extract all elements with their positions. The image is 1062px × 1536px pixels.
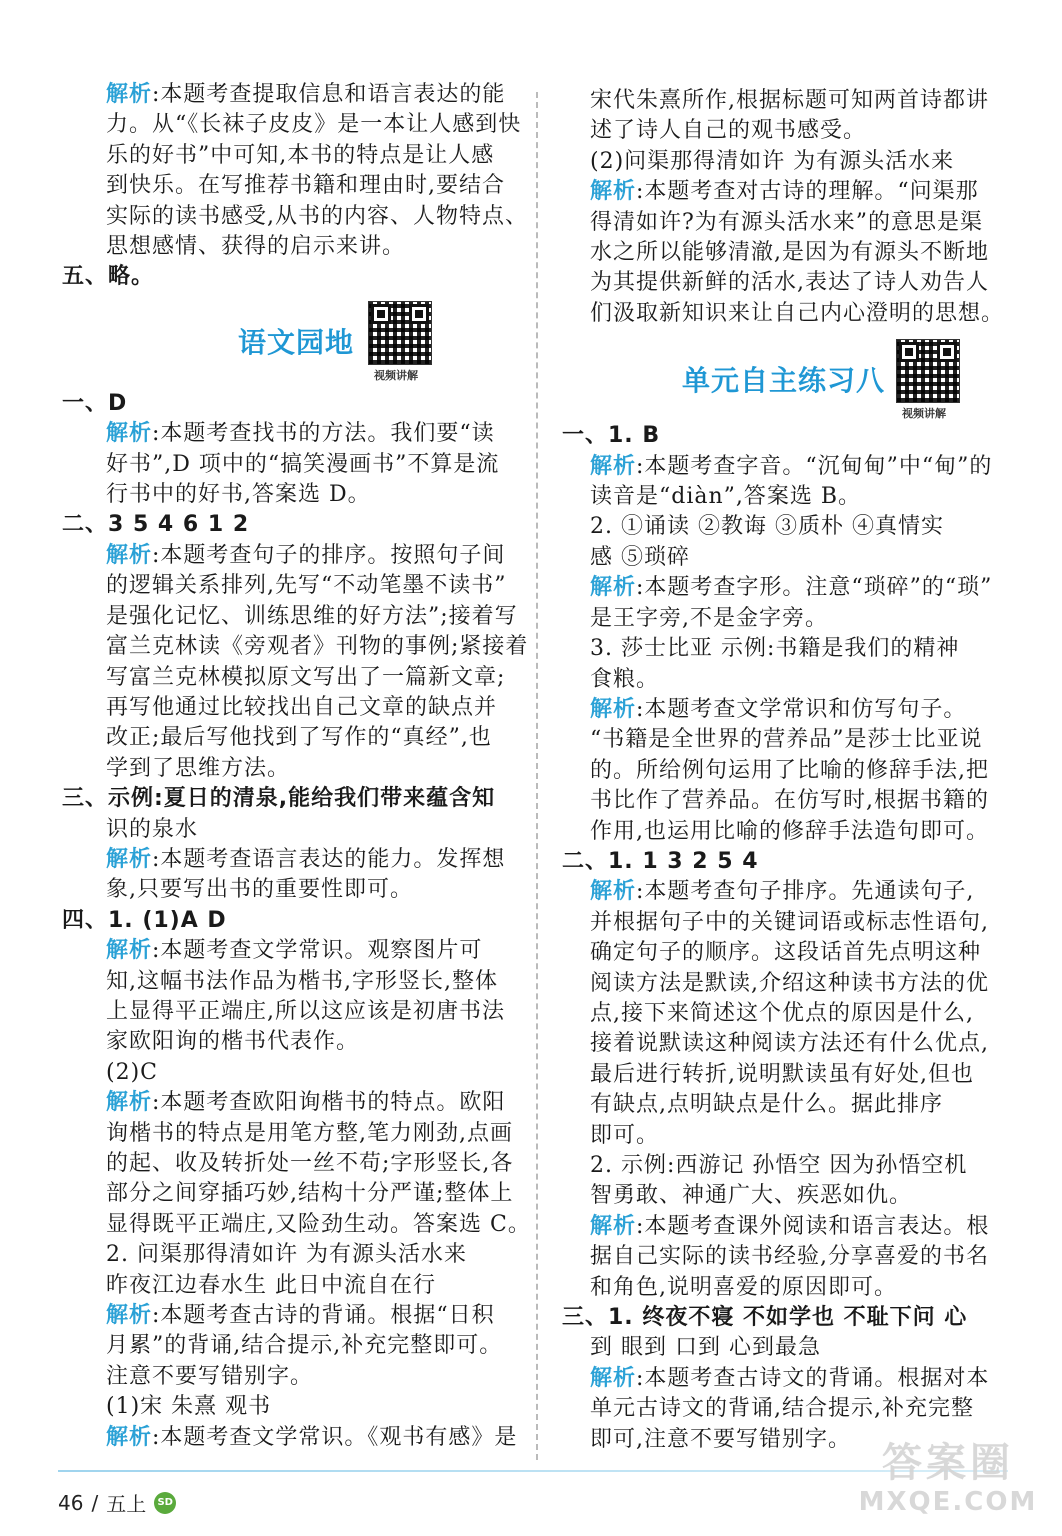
page-number: 46 bbox=[58, 1490, 84, 1515]
separator: / bbox=[91, 1490, 99, 1515]
text-line bbox=[562, 116, 1002, 146]
line-text: 行书中的好书,答案选 D。 bbox=[106, 482, 371, 508]
text-line bbox=[62, 1271, 517, 1301]
text-line bbox=[562, 452, 1002, 482]
line-text: :本题考查文学常识。观察图片可 bbox=[152, 938, 483, 964]
text-line bbox=[62, 571, 517, 601]
text-line bbox=[562, 482, 1002, 512]
text-line bbox=[562, 665, 1002, 695]
text-line bbox=[62, 1027, 517, 1057]
qr-code-icon[interactable] bbox=[896, 339, 960, 403]
line-text: :本题考查文学常识。《观书有感》是 bbox=[152, 1424, 518, 1450]
analysis-label: 解析 bbox=[106, 421, 153, 447]
text-line bbox=[562, 1242, 1002, 1272]
text-line bbox=[62, 632, 529, 662]
text-line bbox=[562, 1090, 1002, 1120]
text-line bbox=[62, 202, 528, 232]
text-line bbox=[562, 299, 1005, 329]
line-text: 即可,注意不要写错别字。 bbox=[590, 1426, 851, 1452]
text-line bbox=[562, 1364, 1002, 1394]
analysis-label: 解析 bbox=[106, 82, 153, 107]
section-title: 语文园地 bbox=[238, 325, 355, 359]
line-text: 为其提供新鲜的活水,表达了诗人劝告人 bbox=[590, 270, 989, 296]
line-text: 写富兰克林模拟原文写出了一篇新文章; bbox=[106, 664, 506, 690]
text-line bbox=[562, 604, 1002, 634]
line-text: :本题考查语言表达的能力。发挥想 bbox=[152, 846, 506, 872]
publisher-badge-icon: SD bbox=[154, 1492, 176, 1514]
text-line bbox=[562, 573, 1002, 603]
section-header-unit8 bbox=[562, 329, 1002, 421]
line-text: 的逻辑关系排列,先写“不动笔墨不读书” bbox=[106, 573, 507, 599]
right-main-block bbox=[562, 421, 1002, 1455]
line-text: 显得既平正端庄,又险劲生动。答案选 C。 bbox=[106, 1211, 531, 1237]
qr-label: 视频讲解 bbox=[902, 407, 946, 421]
line-text: 食粮。 bbox=[590, 666, 660, 692]
line-text: 点,接下来简述这个优点的原因是什么, bbox=[590, 1000, 974, 1026]
line-text: 阅读方法是默读,介绍这种读书方法的优 bbox=[590, 970, 989, 996]
line-text: 一、D bbox=[62, 390, 128, 416]
line-text: :本题考查对古诗的理解。“问渠那 bbox=[636, 179, 979, 205]
text-line bbox=[62, 1149, 517, 1179]
line-text: 2. 示例:西游记 孙悟空 因为孙悟空机 bbox=[590, 1153, 968, 1178]
line-text: :本题考查找书的方法。我们要“读 bbox=[152, 421, 495, 447]
text-line bbox=[62, 663, 517, 693]
text-line bbox=[62, 450, 517, 480]
text-line bbox=[562, 208, 1002, 238]
text-line bbox=[62, 110, 522, 140]
text-line bbox=[62, 1362, 517, 1392]
text-line bbox=[62, 1301, 517, 1331]
text-line bbox=[562, 177, 1002, 207]
text-line bbox=[62, 1119, 517, 1149]
line-text: 到 眼到 口到 心到最急 bbox=[590, 1335, 821, 1361]
analysis-label: 解析 bbox=[590, 453, 637, 479]
line-text: (1)宋 朱熹 观书 bbox=[106, 1394, 272, 1420]
text-line bbox=[562, 1273, 1002, 1303]
line-text: (2)问渠那得清如许 为有源头活水来 bbox=[590, 148, 955, 174]
text-line bbox=[62, 389, 517, 419]
text-line bbox=[562, 786, 1002, 816]
text-line bbox=[562, 1029, 1002, 1059]
line-text: 询楷书的特点是用笔方整,笔力刚劲,点画 bbox=[106, 1120, 513, 1146]
right-column bbox=[562, 86, 1005, 1455]
text-line bbox=[62, 845, 517, 875]
analysis-label: 解析 bbox=[106, 1424, 153, 1450]
qr-label: 视频讲解 bbox=[374, 368, 418, 382]
line-text: 上显得平正端庄,所以这应该是初唐书法 bbox=[106, 998, 505, 1024]
line-text: 富兰克林读《旁观者》刊物的事例;紧接着 bbox=[106, 634, 529, 660]
right-top-block bbox=[562, 86, 1005, 329]
line-text: 得清如许?为有源头活水来”的意思是渠 bbox=[590, 209, 984, 235]
text-line bbox=[62, 1240, 517, 1270]
line-text: 好书”,D 项中的“搞笑漫画书”不算是流 bbox=[106, 451, 500, 477]
text-line bbox=[62, 997, 517, 1027]
line-text: “书籍是全世界的营养品”是莎士比亚说 bbox=[590, 727, 983, 753]
text-line bbox=[62, 754, 517, 784]
line-text: 水之所以能够清澈,是因为有源头不断地 bbox=[590, 240, 989, 266]
text-line bbox=[62, 875, 517, 905]
analysis-label: 解析 bbox=[590, 1365, 637, 1391]
line-text: 读音是“diàn”,答案选 B。 bbox=[590, 484, 862, 510]
line-text: 的起、收及转折处一丝不苟;字形竖长,各 bbox=[106, 1151, 514, 1176]
grade-label: 五上 bbox=[106, 1492, 147, 1516]
text-line bbox=[562, 634, 1002, 664]
line-text: 3. 莎士比亚 示例:书籍是我们的精神 bbox=[590, 636, 960, 662]
text-line bbox=[62, 723, 517, 753]
watermark-logo bbox=[858, 1440, 1038, 1536]
text-line bbox=[562, 938, 1002, 968]
analysis-label: 解析 bbox=[106, 542, 153, 568]
text-line bbox=[62, 1179, 517, 1209]
line-text: 识的泉水 bbox=[106, 816, 199, 842]
line-text: 智勇敢、神通广大、疾恶如仇。 bbox=[590, 1183, 913, 1209]
line-text: 家欧阳询的楷书代表作。 bbox=[106, 1029, 360, 1055]
text-line bbox=[562, 421, 1002, 451]
line-text: 接着说默读这种阅读方法还有什么优点, bbox=[590, 1031, 989, 1057]
line-text: 乐的好书”中可知,本书的特点是让人感 bbox=[106, 142, 495, 168]
text-line bbox=[62, 1392, 517, 1422]
item-five: 五、略。 bbox=[62, 264, 155, 290]
left-column bbox=[62, 80, 531, 1453]
text-line bbox=[562, 817, 1002, 847]
line-text: 象,只要写出书的重要性即可。 bbox=[106, 877, 413, 903]
text-line bbox=[562, 877, 1002, 907]
line-text: :本题考查句子排序。先通读句子, bbox=[636, 879, 975, 905]
line-text: 思想感情、获得的启示来讲。 bbox=[106, 234, 406, 260]
line-text: 们汲取新知识来让自己内心澄明的思想。 bbox=[590, 300, 1005, 326]
line-text: :本题考查古诗文的背诵。根据对本 bbox=[636, 1365, 990, 1391]
text-line bbox=[62, 541, 517, 571]
text-line bbox=[62, 419, 517, 449]
text-line bbox=[62, 1423, 517, 1453]
analysis-label: 解析 bbox=[590, 879, 637, 905]
line-text: 作用,也运用比喻的修辞手法造句即可。 bbox=[590, 818, 989, 844]
text-line bbox=[62, 967, 517, 997]
text-line bbox=[562, 999, 1002, 1029]
line-text: 并根据句子中的关键词语或标志性语句, bbox=[590, 909, 989, 935]
line-text: 确定句子的顺序。这段话首先点明这种 bbox=[590, 940, 982, 966]
text-line bbox=[62, 693, 517, 723]
text-line bbox=[62, 906, 517, 936]
line-text: 是强化记忆、训练思维的好方法”;接着写 bbox=[106, 603, 518, 629]
analysis-label: 解析 bbox=[590, 575, 637, 601]
line-text: 实际的读书感受,从书的内容、人物特点、 bbox=[106, 203, 528, 229]
line-text: 2. ①诵读 ②教诲 ③质朴 ④真情实 bbox=[590, 514, 944, 540]
section-title: 单元自主练习八 bbox=[682, 364, 886, 398]
text-line bbox=[62, 80, 517, 110]
text-line bbox=[562, 695, 1002, 725]
line-text: 即可。 bbox=[590, 1122, 660, 1148]
line-text: 二、1. 1 3 2 5 4 bbox=[562, 848, 759, 874]
column-divider bbox=[536, 92, 538, 1460]
text-line bbox=[562, 147, 1002, 177]
line-text: 知,这幅书法作品为楷书,字形竖长,整体 bbox=[106, 968, 498, 994]
line-text: 最后进行转折,说明默读虽有好处,但也 bbox=[590, 1061, 974, 1087]
line-text: 四、1. (1)A D bbox=[62, 907, 227, 933]
text-line bbox=[62, 1210, 531, 1240]
line-text: 二、3 5 4 6 1 2 bbox=[62, 512, 250, 538]
line-text: 部分之间穿插巧妙,结构十分严谨;整体上 bbox=[106, 1181, 514, 1207]
text-line bbox=[62, 480, 517, 510]
analysis-label: 解析 bbox=[590, 1213, 637, 1239]
text-line bbox=[562, 1151, 1002, 1181]
line-text: 改正;最后写他找到了写作的“真经”,也 bbox=[106, 725, 492, 751]
line-text: 是王字旁,不是金字旁。 bbox=[590, 605, 828, 631]
line-text: :本题考查课外阅读和语言表达。根 bbox=[636, 1213, 990, 1239]
text-line bbox=[62, 1331, 517, 1361]
line-text: 的。所给例句运用了比喻的修辞手法,把 bbox=[590, 757, 989, 783]
line-text: 注意不要写错别字。 bbox=[106, 1363, 314, 1389]
line-text: 宋代朱熹所作,根据标题可知两首诗都讲 bbox=[590, 88, 989, 113]
line-text: 到快乐。在写推荐书籍和理由时,要结合 bbox=[106, 173, 505, 199]
text-line bbox=[562, 512, 1002, 542]
text-line bbox=[562, 847, 1002, 877]
line-text: 单元古诗文的背诵,结合提示,补充完整 bbox=[590, 1396, 974, 1422]
line-text: 一、1. B bbox=[562, 423, 661, 449]
text-line bbox=[62, 1088, 517, 1118]
line-text: 再写他通过比较找出自己文章的缺点并 bbox=[106, 694, 498, 720]
text-line bbox=[562, 1394, 1002, 1424]
watermark-line2: MXQE.COM bbox=[858, 1487, 1038, 1517]
analysis-label: 解析 bbox=[590, 179, 637, 205]
text-line bbox=[62, 815, 517, 845]
line-text: 据自己实际的读书经验,分享喜爱的书名 bbox=[590, 1244, 989, 1270]
text-line bbox=[562, 756, 1002, 786]
text-line bbox=[562, 1333, 1002, 1363]
watermark-line1: 答案圈 bbox=[882, 1440, 1014, 1486]
qr-code-icon[interactable] bbox=[368, 301, 432, 365]
line-text: 有缺点,点明缺点是什么。据此排序 bbox=[590, 1092, 943, 1118]
text-line bbox=[562, 908, 1002, 938]
left-main-block bbox=[62, 389, 531, 1453]
line-text: 月累”的背诵,结合提示,补充完整即可。 bbox=[106, 1333, 503, 1359]
line-text: (2)C bbox=[106, 1059, 158, 1085]
analysis-label: 解析 bbox=[106, 938, 153, 964]
analysis-label: 解析 bbox=[106, 1090, 153, 1116]
line-text: :本题考查古诗的背诵。根据“日积 bbox=[152, 1303, 495, 1329]
text-line bbox=[562, 86, 1002, 116]
left-top-block bbox=[62, 80, 528, 262]
text-line bbox=[62, 602, 517, 632]
text-line bbox=[562, 969, 1002, 999]
footer bbox=[58, 1488, 176, 1517]
text-line bbox=[562, 238, 1002, 268]
line-text: 力。从“《长袜子皮皮》是一本让人感到快 bbox=[106, 112, 522, 138]
section-header-yuwen bbox=[62, 293, 517, 389]
line-text: 学到了思维方法。 bbox=[106, 755, 291, 781]
text-line bbox=[62, 510, 517, 540]
line-text: :本题考查文学常识和仿写句子。 bbox=[636, 696, 967, 722]
line-text: 昨夜江边春水生 此日中流自在行 bbox=[106, 1272, 436, 1298]
text-line bbox=[562, 1181, 1002, 1211]
text-line bbox=[62, 1058, 517, 1088]
text-line bbox=[562, 1060, 1002, 1090]
text-line bbox=[562, 268, 1002, 298]
analysis-label: 解析 bbox=[106, 1303, 153, 1329]
text-line bbox=[562, 1212, 1002, 1242]
text-line bbox=[62, 141, 517, 171]
text-line bbox=[562, 1121, 1002, 1151]
line-text: 2. 问渠那得清如许 为有源头活水来 bbox=[106, 1242, 467, 1268]
line-text: 述了诗人自己的观书感受。 bbox=[590, 118, 867, 144]
line-text: :本题考查句子的排序。按照句子间 bbox=[152, 542, 506, 568]
line-text: 书比作了营养品。在仿写时,根据书籍的 bbox=[590, 788, 989, 814]
text-line bbox=[562, 1303, 1002, 1333]
line-text: 三、示例:夏日的清泉,能给我们带来蕴含知 bbox=[62, 786, 496, 812]
line-text: 感 ⑤琐碎 bbox=[590, 544, 690, 570]
analysis-label: 解析 bbox=[590, 696, 637, 722]
line-text: :本题考查欧阳询楷书的特点。欧阳 bbox=[152, 1090, 506, 1116]
text-line bbox=[62, 171, 517, 201]
line-text: 三、1. 终夜不寝 不如学也 不耻下问 心 bbox=[562, 1305, 968, 1331]
line-text: :本题考查字音。“沉甸甸”中“甸”的 bbox=[636, 453, 993, 479]
analysis-label: 解析 bbox=[106, 846, 153, 872]
text-line bbox=[562, 543, 1002, 573]
text-line bbox=[562, 725, 1002, 755]
text-line bbox=[62, 936, 517, 966]
text-line bbox=[62, 232, 517, 262]
line-text: 和角色,说明喜爱的原因即可。 bbox=[590, 1274, 897, 1300]
line-text: :本题考查提取信息和语言表达的能 bbox=[152, 82, 506, 107]
text-line bbox=[62, 784, 517, 814]
line-text: :本题考查字形。注意“琐碎”的“琐” bbox=[636, 575, 993, 601]
